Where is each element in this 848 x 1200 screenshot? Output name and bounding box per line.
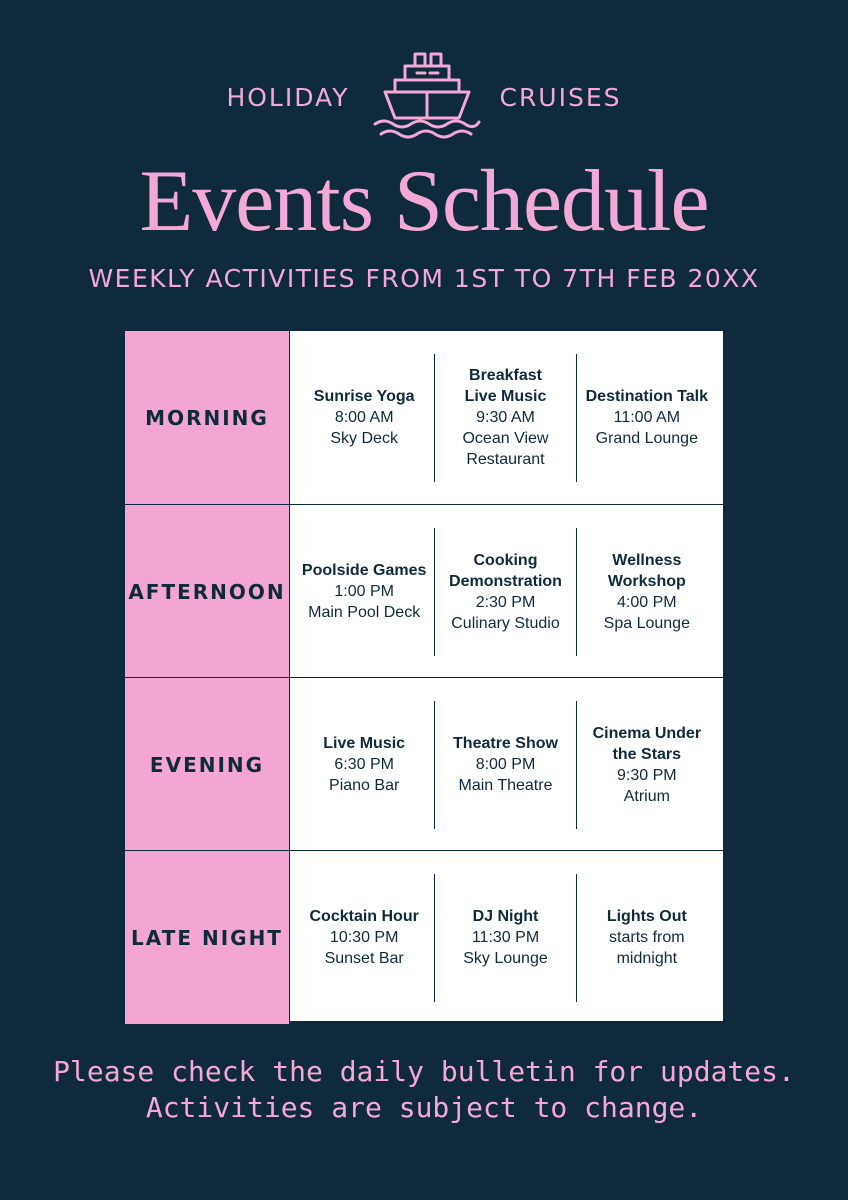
event-cell [576, 354, 717, 482]
period-label: EVENING [125, 678, 290, 851]
footer-note [0, 1054, 848, 1126]
schedule-row-late-night [125, 850, 723, 1024]
event-time: 8:00 AM [334, 409, 394, 426]
event-name: Destination Talk [585, 388, 709, 405]
event-place: Spa Lounge [603, 614, 690, 632]
event-name: Wellness Workshop [607, 551, 686, 590]
event-cell [294, 701, 434, 829]
event-place: Main Pool Deck [308, 604, 421, 621]
event-time: 4:00 PM [617, 593, 677, 611]
event-name: DJ Night [472, 908, 539, 925]
event-name: Sunrise Yoga [313, 388, 415, 405]
event-name: Cocktain Hour [309, 908, 419, 925]
event-time: 11:30 PM [471, 929, 540, 946]
event-place: Sky Lounge [463, 950, 548, 967]
event-time: 9:30 AM [476, 409, 535, 426]
event-place: Culinary Studio [451, 614, 560, 632]
brand-word-cruises: CRUISES [499, 82, 622, 112]
schedule-row-afternoon [125, 504, 723, 678]
event-place: Atrium [623, 787, 670, 805]
event-place: Sunset Bar [324, 950, 404, 967]
brand-header [0, 52, 848, 142]
event-time: 8:00 PM [475, 756, 536, 773]
event-place: Sky Deck [330, 430, 398, 447]
event-name: Poolside Games [301, 562, 427, 579]
event-name: Live Music [323, 735, 406, 752]
event-cell [294, 528, 434, 656]
footer-line-1: Please check the daily bulletin for updates. [53, 1055, 795, 1088]
event-name: Breakfast Live Music [464, 367, 547, 405]
footer-line-2: Activities are subject to change. [145, 1091, 703, 1124]
schedule-table [124, 330, 724, 1022]
event-list [290, 851, 723, 1024]
event-place: Main Theatre [458, 777, 553, 794]
event-name: Lights Out [606, 908, 687, 925]
period-label: MORNING [125, 331, 290, 504]
event-place: Grand Lounge [595, 430, 698, 447]
event-list [290, 678, 723, 851]
page-subtitle: WEEKLY ACTIVITIES FROM 1ST TO 7TH FEB 20XX [88, 264, 760, 293]
event-place: midnight [616, 950, 678, 967]
event-time: 10:30 PM [329, 929, 399, 946]
brand-word-holiday: HOLIDAY [226, 82, 350, 112]
event-time: starts from [609, 929, 685, 946]
page-title: Events Schedule [139, 153, 709, 250]
event-name: Cinema Under the Stars [592, 724, 702, 763]
event-cell [576, 874, 717, 1002]
event-cell [576, 701, 717, 829]
period-label: AFTERNOON [125, 505, 290, 678]
event-time: 9:30 PM [617, 766, 677, 784]
event-time: 11:00 AM [613, 409, 681, 426]
event-place: Piano Bar [329, 777, 400, 794]
event-cell [434, 874, 575, 1002]
schedule-row-evening [125, 677, 723, 851]
event-name: Theatre Show [453, 735, 558, 752]
event-cell [434, 701, 575, 829]
event-place: Ocean View Restaurant [462, 430, 549, 468]
event-list [290, 505, 723, 678]
period-label: LATE NIGHT [125, 851, 290, 1024]
event-cell [434, 528, 575, 656]
event-list [290, 331, 723, 504]
event-cell [294, 354, 434, 482]
event-name: Cooking Demonstration [449, 551, 562, 590]
event-time: 1:00 PM [334, 583, 394, 600]
event-time: 6:30 PM [334, 756, 394, 773]
schedule-row-morning [125, 331, 723, 504]
ship-icon [373, 52, 481, 142]
event-cell [294, 874, 434, 1002]
event-cell [434, 354, 575, 482]
event-cell [576, 528, 717, 656]
event-time: 2:30 PM [475, 593, 536, 611]
